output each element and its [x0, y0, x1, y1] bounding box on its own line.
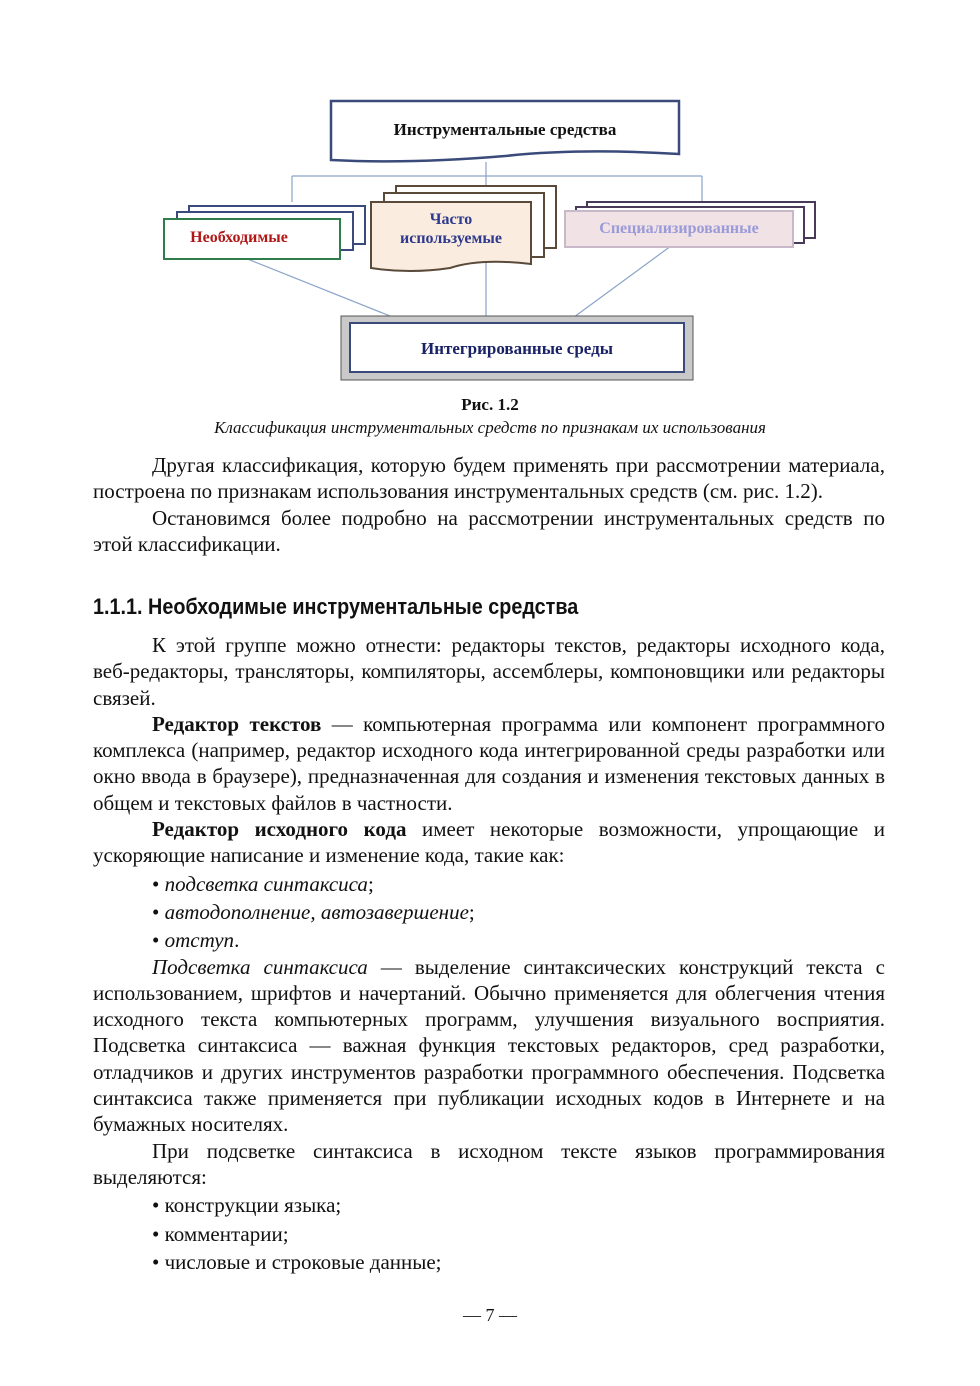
term-definition: — выделение синтаксических конструкций текста с использованием, шрифтов и начертаний. Обычно применяется для облегчения чтения исходного текста компьютерных программ, улучшения визуального восприятия. Подсветка синтаксиса — важная функция текстовых редакторов, сред разработки, отладчиков и других инструментов разработки программного обеспечения. Подсветка синтаксиса также применяется при публикации исходных кодов в Интернете и на бумажных носителях. — [93, 954, 885, 1137]
list-item: • подсветка синтаксиса; — [152, 871, 374, 896]
term-syntax-highlight: Подсветка синтаксиса — [152, 954, 368, 979]
bottom-box-label: Интегрированные среды — [421, 339, 613, 358]
center-box-label-line2: используемые — [400, 230, 502, 247]
page-number: — 7 — — [463, 1305, 517, 1325]
left-box-label: Необходимые — [190, 229, 288, 246]
classification-diagram — [150, 92, 830, 392]
term-definition: — компьютерная программа или компонент программного комплекса (например, редактор исходного кода интегрированной среды разработки или окно ввода в браузере), предназначенная для создания и изменения текстовых данных в общем и текстовых файлов в частности. — [93, 711, 885, 815]
paragraph — [93, 711, 885, 816]
section-body — [93, 632, 885, 1275]
top-box-label: Инструментальные средства — [393, 120, 617, 139]
intro-text — [93, 452, 885, 557]
list-item-text: автодополнение, автозавершение — [164, 899, 469, 924]
term-definition: имеет некоторые возможности, упрощающие и ускоряющие написание и изменение кода, такие как: — [93, 817, 885, 868]
list-item-end: . — [234, 928, 240, 953]
list-item-end: ; — [468, 899, 475, 924]
term-code-editor: Редактор исходного кода — [152, 817, 407, 842]
list-item-end: ; — [367, 871, 374, 896]
list-item: • комментарии; — [152, 1221, 289, 1246]
paragraph: Остановимся более подробно на рассмотрении инструментальных средств по этой классификации. — [93, 505, 885, 556]
list-item: • числовые и строковые данные; — [152, 1249, 442, 1274]
paragraph — [93, 954, 885, 1138]
list-item: • автодополнение, автозавершение; — [152, 899, 475, 924]
list-item-text: отступ — [164, 928, 235, 953]
paragraph: Другая классификация, которую будем применять при рассмотрении материала, построена по признакам использования инструментальных средств (см. рис. 1.2). — [93, 453, 885, 504]
list-item-text: подсветка синтаксиса — [164, 871, 368, 896]
right-box-label: Специализированные — [599, 220, 759, 237]
figure-number: Рис. 1.2 — [461, 395, 519, 414]
paragraph — [93, 816, 885, 869]
term-text-editor: Редактор текстов — [152, 711, 322, 736]
center-box-label-line1: Часто — [429, 211, 473, 228]
figure-caption: Классификация инструментальных средств по признакам их использования — [214, 418, 766, 437]
paragraph: К этой группе можно отнести: редакторы текстов, редакторы исходного кода, веб-редакторы, трансляторы, компиляторы, ассемблеры, компоновщики или редакторы связей. — [93, 633, 885, 710]
list-item: • конструкции языка; — [152, 1193, 342, 1218]
list-item: • отступ. — [152, 928, 240, 953]
section-heading: 1.1.1. Необходимые инструментальные средства — [93, 594, 579, 619]
paragraph: При подсветке синтаксиса в исходном тексте языков программирования выделяются: — [93, 1138, 885, 1189]
section-heading-block — [93, 593, 885, 621]
